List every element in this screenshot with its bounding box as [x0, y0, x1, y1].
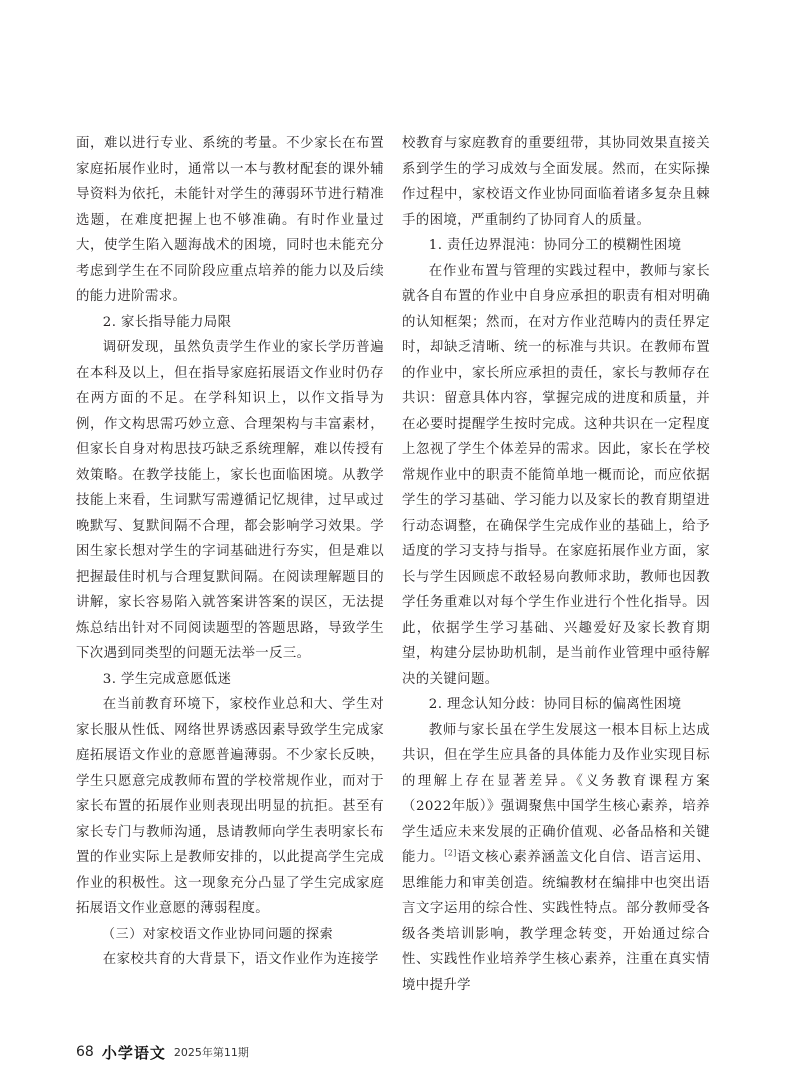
page-number: 68 [76, 1044, 94, 1060]
paragraph: 在当前教育环境下，家校作业总和大、学生对家长服从性低、网络世界诱惑因素导致学生完成家庭拓展语文作业的意愿普遍薄弱。不少家长反映，学生只愿意完成教师布置的学校常规作业，而对于家长布置的拓展作业则表现出明显的抗拒。甚至有家长专门与教师沟通，恳请教师向学生表明家长布置的作业实际上是教师安排的，以此提高学生完成作业的积极性。这一现象充分凸显了学生完成家庭拓展语文作业意愿的薄弱程度。 [76, 697, 384, 916]
page-footer [76, 1040, 249, 1064]
subheading: 2. 家长指导能力局限 [102, 314, 232, 330]
paragraph: 校教育与家庭教育的重要纽带，其协同效果直接关系到学生的学习成效与全面发展。然而，在实际操作过程中，家校语文作业协同面临着诸多复杂且棘手的困境，严重制约了协同育人的质量。 [402, 136, 710, 228]
paragraph: 在家校共育的大背景下，语文作业作为连接学 [102, 952, 379, 967]
subheading: 3. 学生完成意愿低迷 [102, 671, 232, 687]
subheading: 2. 理念认知分歧：协同目标的偏离性困境 [428, 697, 682, 712]
paragraph: 面，难以进行专业、系统的考量。不少家长在布置家庭拓展作业时，通常以一本与教材配套的课外辅导资料为依托，未能针对学生的薄弱环节进行精准选题，在难度把握上也不够准确。有时作业量过大，使学生陷入题海战术的困境，同时也未能充分考虑到学生在不同阶段应重点培养的能力以及后续的能力进阶需求。 [76, 136, 384, 304]
paragraph-text: 语文核心素养涵盖文化自信、语言运用、思维能力和审美创造。统编教材在编排中也突出语言文字运用的综合性、实践性特点。部分教师受各级各类培训影响，教学理念转变，开始通过综合性、实践性作业培养学生核心素养，注重在真实情境中提升学 [402, 850, 711, 993]
paragraph-text: 教师与家长虽在学生发展这一根本目标上达成共识，但在学生应具备的具体能力及作业实现目标的理解上存在显著差异。《义务教育课程方案（2022年版）》强调聚焦中国学生核心素养，培养学生适应未来发展的正确价值观、必备品格和关键能力。 [402, 722, 710, 865]
right-column [402, 131, 710, 998]
section-heading: （三）对家校语文作业协同问题的探索 [102, 926, 334, 942]
subheading: 1. 责任边界混沌：协同分工的模糊性困境 [428, 238, 682, 253]
paragraph: 在作业布置与管理的实践过程中，教师与家长就各自布置的作业中自身应承担的职责有相对明确的认知框架；然而，在对方作业范畴内的责任界定时，却缺乏清晰、统一的标准与共识。在教师布置的作业中，家长所应承担的责任，家长与教师存在共识：留意具体内容，掌握完成的进度和质量，并在必要时提醒学生按时完成。这种共识在一定程度上忽视了学生个体差异的需求。因此，家长在学校常规作业中的职责不能简单地一概而论，而应依据学生的学习基础、学习能力以及家长的教育期望进行动态调整，在确保学生完成作业的基础上，给予适度的学习支持与指导。在家庭拓展作业方面，家长与学生因顾虑不敢轻易向教师求助，教师也因教学任务重难以对每个学生作业进行个性化指导。因此，依据学生学习基础、兴趣爱好及家长教育期望，构建分层协助机制，是当前作业管理中亟待解决的关键问题。 [402, 263, 710, 687]
citation-ref: [2] [444, 848, 457, 858]
left-column [76, 131, 384, 973]
issue-label: 2025年第11期 [173, 1046, 249, 1059]
magazine-title: 小学语文 [101, 1043, 166, 1062]
paragraph [402, 718, 710, 999]
paragraph: 调研发现，虽然负责学生作业的家长学历普遍在本科及以上，但在指导家庭拓展语文作业时仍存在两方面的不足。在学科知识上，以作文指导为例，作文构思需巧妙立意、合理架构与丰富素材，但家长自身对构思技巧缺乏系统理解，难以传授有效策略。在教学技能上，家长也面临困境。从教学技能上来看，生词默写需遵循记忆规律，过早或过晚默写、复默间隔不合理，都会影响学习效果。学困生家长想对学生的字词基础进行夯实，但是难以把握最佳时机与合理复默间隔。在阅读理解题目的讲解，家长容易陷入就答案讲答案的误区，无法提炼总结出针对不同阅读题型的答题思路，导致学生下次遇到同类型的问题无法举一反三。 [76, 340, 384, 661]
